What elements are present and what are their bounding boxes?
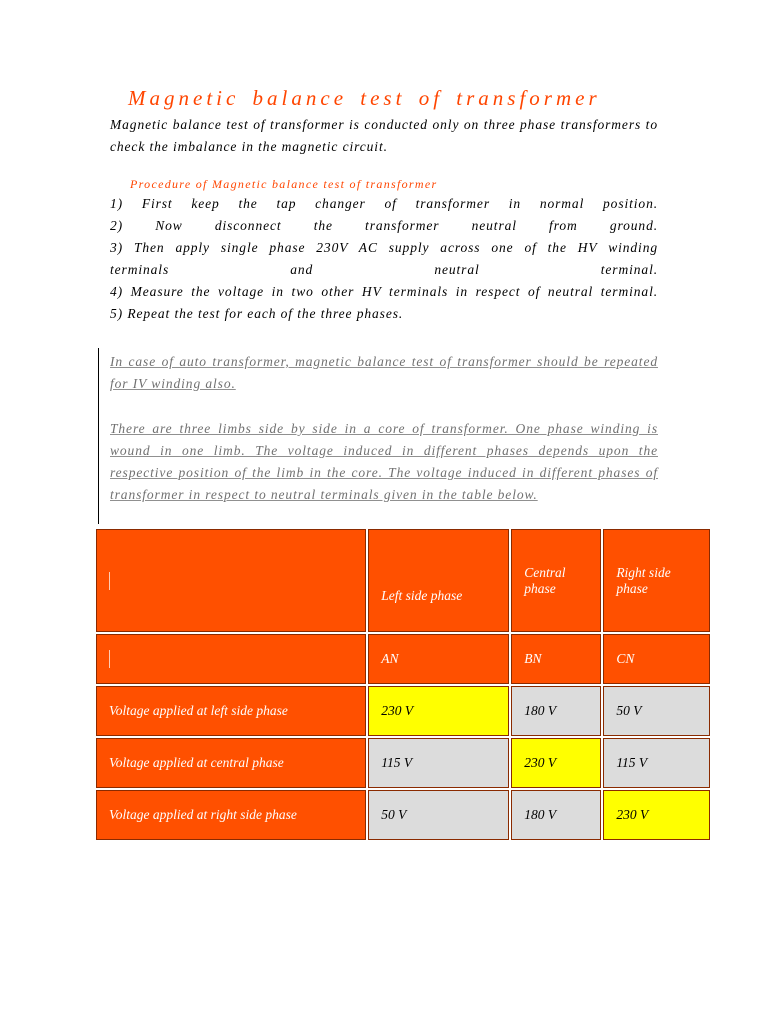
row-label: Voltage applied at left side phase: [96, 686, 366, 736]
header-central-phase: Central phase: [511, 529, 601, 632]
step-5: 5) Repeat the test for each of the three phases.: [110, 306, 404, 321]
step-2: 2) Now disconnect the transformer neutral from ground.: [110, 218, 658, 233]
table-cell: 50 V: [603, 686, 710, 736]
step-4: 4) Measure the voltage in two other HV terminals in respect of neutral terminal.: [110, 284, 658, 299]
procedure-heading: Procedure of Magnetic balance test of transformer: [130, 177, 438, 191]
table-cell: 180 V: [511, 686, 601, 736]
table-subheader-row: [96, 634, 710, 684]
table-cell: 230 V: [603, 790, 710, 840]
header-right-side-phase: Right side phase: [603, 529, 710, 632]
table-row: [96, 738, 710, 788]
row-label: Voltage applied at central phase: [96, 738, 366, 788]
limbs-note: There are three limbs side by side in a core of transformer. One phase winding is wound in one limb. The voltage induced in different phases depends upon the respective position of the limb in the core. The voltage induced in different phases of transformer in respect to neutral terminals given in the table below.: [110, 421, 658, 502]
step-3-line-1: 3) Then apply single phase 230V AC supply across one of the HV winding: [110, 240, 658, 255]
header-left-side-phase: Left side phase: [368, 529, 509, 632]
table-row: [96, 790, 710, 840]
step-1: 1) First keep the tap changer of transformer in normal position.: [110, 196, 658, 211]
subheader-corner-cell: [96, 634, 366, 684]
table-cell: 115 V: [603, 738, 710, 788]
voltage-table: [94, 527, 712, 842]
table-row: [96, 686, 710, 736]
table-cell: 115 V: [368, 738, 509, 788]
step-3-line-2: terminals and neutral terminal.: [110, 262, 658, 277]
table-cell: 230 V: [368, 686, 509, 736]
subheader-an: AN: [368, 634, 509, 684]
subheader-bn: BN: [511, 634, 601, 684]
page-title: Magnetic balance test of transformer: [128, 86, 601, 110]
table-cell: 50 V: [368, 790, 509, 840]
header-corner-cell: [96, 529, 366, 632]
intro-paragraph: Magnetic balance test of transformer is conducted only on three phase transformers to check the imbalance in the magnetic circuit.: [110, 117, 658, 154]
table-header-row: [96, 529, 710, 632]
table-cell: 180 V: [511, 790, 601, 840]
auto-transformer-note: In case of auto transformer, magnetic balance test of transformer should be repeated for IV winding also.: [110, 354, 658, 391]
subheader-cn: CN: [603, 634, 710, 684]
margin-bar: [98, 348, 99, 524]
table-cell: 230 V: [511, 738, 601, 788]
row-label: Voltage applied at right side phase: [96, 790, 366, 840]
